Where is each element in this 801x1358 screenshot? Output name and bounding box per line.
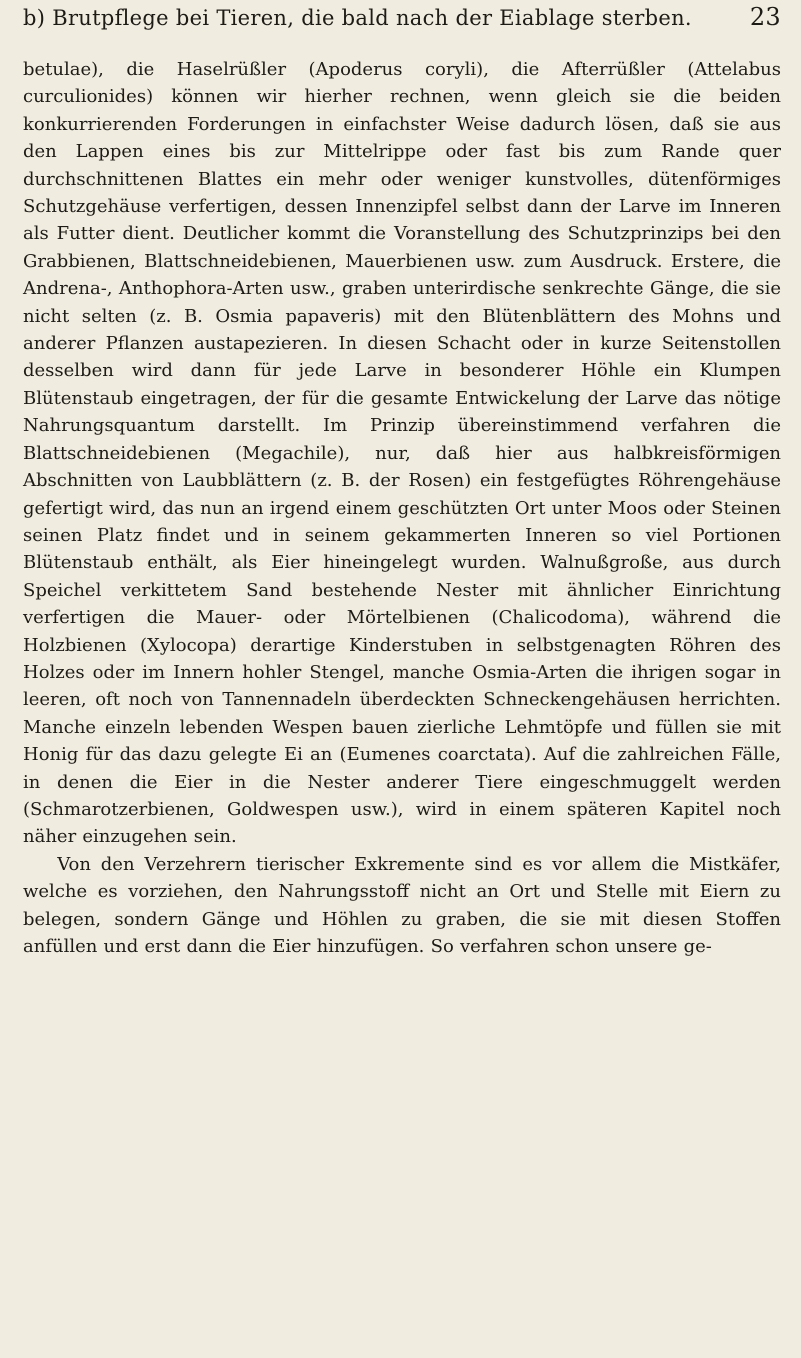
running-head-title: b) Brutpflege bei Tieren, die bald nach der Eiablage sterben. — [23, 6, 692, 30]
paragraph: Von den Verzehrern tierischer Exkremente sind es vor allem die Mistkäfer, welche es vorziehen, den Nahrungsstoff nicht an Ort und Stelle mit Eiern zu belegen, sondern Gänge und Höhlen zu graben, die sie mit diesen Stoffen anfüllen und erst dann die Eier hinzufügen. So verfahren schon unsere ge- — [23, 853, 781, 957]
paragraph: betulae), die Haselrüßler (Apoderus coryli), die Afterrüßler (Attelabus curculionides) können wir hierher rechnen, wenn gleich sie die beiden konkurrierenden Forderungen in einfachster Weise dadurch lösen, daß sie aus den Lappen eines bis zur Mittelrippe oder fast bis zum Rande quer durchschnittenen Blattes ein mehr oder weniger kunstvolles, dütenförmiges Schutzgehäuse verfertigen, dessen Innenzipfel selbst dann der Larve im Inneren als Futter dient. Deutlicher kommt die Voranstellung des Schutzprinzips bei den Grabbienen, Blattschneidebienen, Mauerbienen usw. zum Ausdruck. Erstere, die Andrena-, Anthophora-Arten usw., graben unterirdische senkrechte Gänge, die sie nicht selten (z. B. Osmia papaveris) mit den Blütenblättern des Mohns und anderer Pflanzen austapezieren. In diesen Schacht oder in kurze Seitenstollen desselben wird dann für jede Larve in besonderer Höhle ein Klumpen Blütenstaub eingetragen, der für die gesamte Entwickelung der Larve das nötige Nahrungsquantum darstellt. Im Prinzip übereinstimmend verfahren die Blattschneidebienen (Megachile), nur, daß hier aus halbkreisförmigen Abschnitten von Laubblättern (z. B. der Rosen) ein festgefügtes Röhrengehäuse gefertigt wird, das nun an irgend einem geschützten Ort unter Moos oder Steinen seinen Platz findet und in seinem gekammerten Inneren so viel Portionen Blütenstaub enthält, als Eier hineingelegt wurden. Walnußgroße, aus durch Speichel verkittetem Sand bestehende Nester mit ähnlicher Einrichtung verfertigen die Mauer- oder Mörtelbienen (Chalicodoma), während die Holzbienen (Xylocopa) derartige Kinderstuben in selbstgenagten Röhren des Holzes oder im Innern hohler Stengel, manche Osmia-Arten die ihrigen sogar in leeren, oft noch von Tannennadeln überdeckten Schneckengehäusen herrichten. Manche einzeln lebenden Wespen bauen zierliche Lehmtöpfe und füllen sie mit Honig für das dazu gelegte Ei an (Eumenes coarctata). Auf die zahlreichen Fälle, in denen die Eier in die Nester anderer Tiere eingeschmuggelt werden (Schmarotzerbienen, Goldwespen usw.), wird in einem späteren Kapitel noch näher einzugehen sein. — [23, 59, 781, 848]
running-head — [23, 2, 781, 32]
body-text — [23, 56, 781, 960]
page-number: 23 — [749, 3, 781, 31]
